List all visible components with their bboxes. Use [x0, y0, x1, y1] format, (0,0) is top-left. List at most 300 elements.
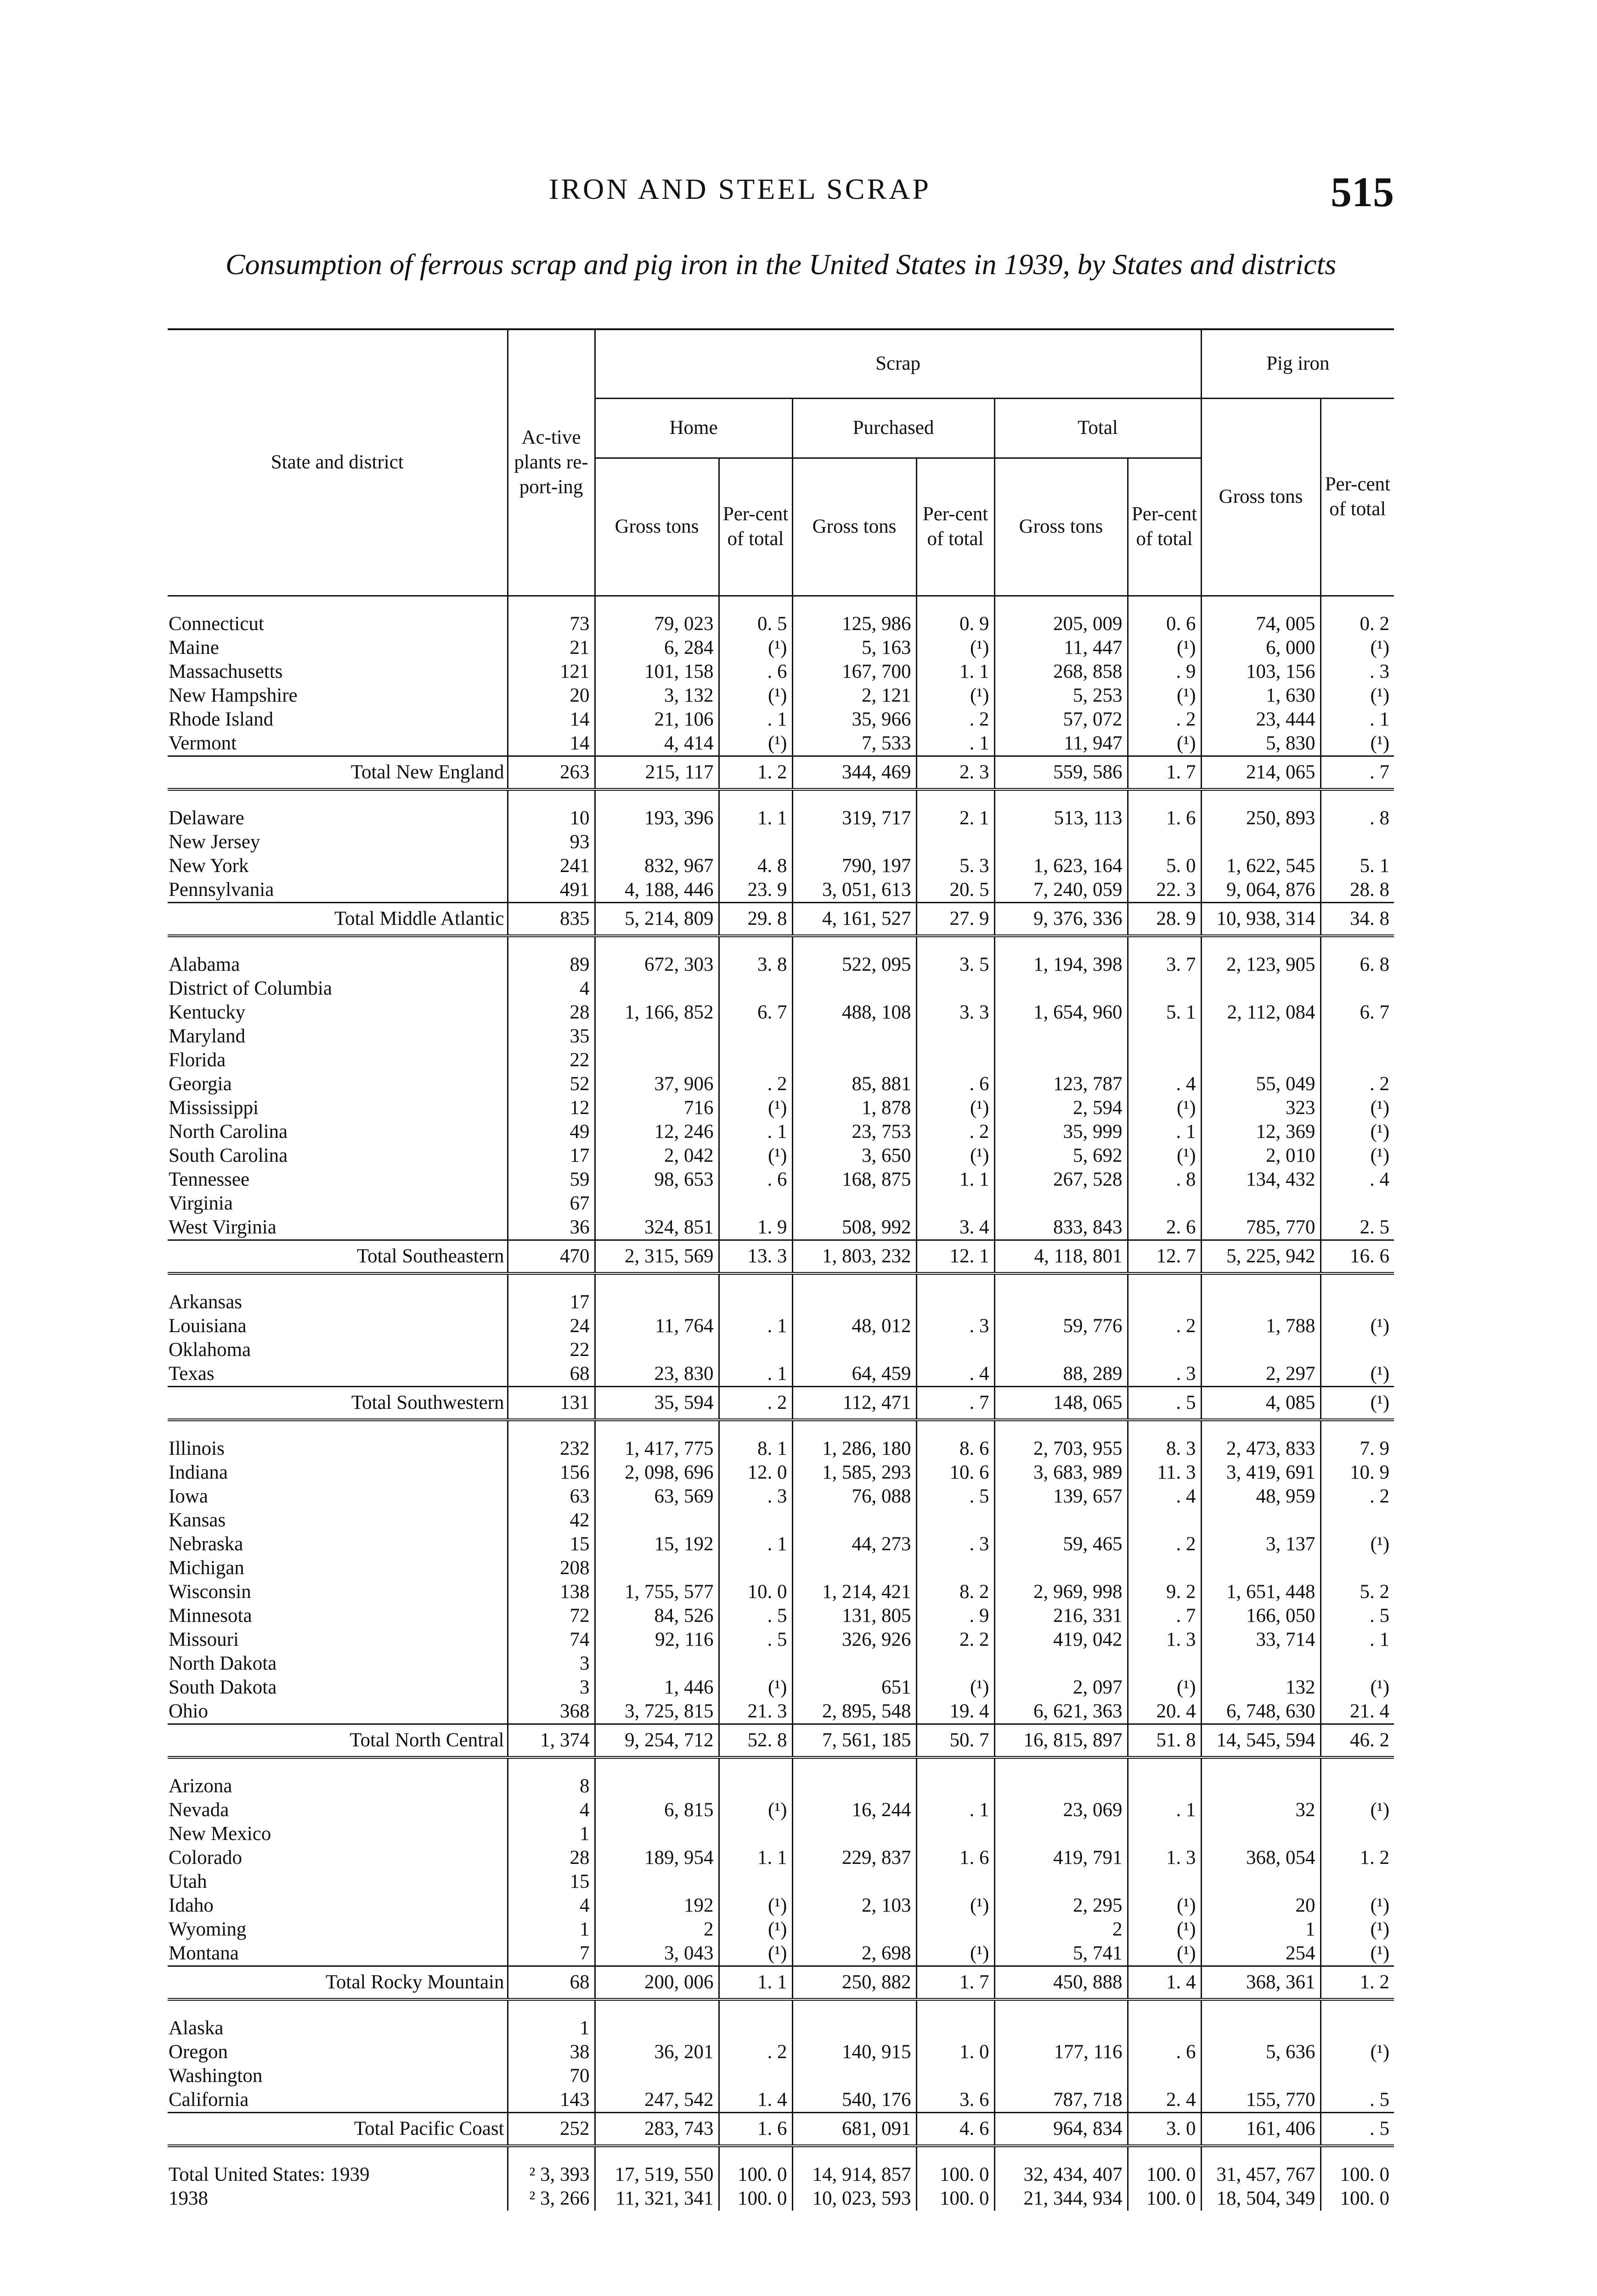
value-cell: 1. 6 [719, 2112, 792, 2146]
gross-cell: 522, 095 [792, 953, 916, 977]
value-cell: (¹) [1128, 1144, 1201, 1168]
value-cell: (¹) [719, 1144, 792, 1168]
value-cell [719, 1822, 792, 1846]
gross-cell: 11, 947 [994, 732, 1128, 756]
state-cell: 1938 [168, 2187, 508, 2211]
gross-cell: 5, 692 [994, 1144, 1128, 1168]
state-cell: New Hampshire [168, 684, 508, 708]
value-cell: 3. 8 [719, 953, 792, 977]
table-row [168, 1676, 1394, 1699]
gross-cell: 140, 915 [792, 2040, 916, 2064]
value-cell: 8. 3 [1128, 1437, 1201, 1461]
gross-cell: 2, 315, 569 [595, 1240, 719, 1273]
gross-cell: 6, 000 [1201, 636, 1320, 660]
value-cell: . 5 [1370, 2088, 1390, 2110]
gross-cell: 57, 072 [994, 708, 1128, 732]
value-cell: (¹) [916, 636, 994, 660]
value-cell [916, 2064, 994, 2088]
value-cell [916, 977, 994, 1001]
value-cell: 17 [508, 1144, 595, 1168]
value-cell: 1. 1 [916, 660, 994, 684]
gross-cell [994, 2016, 1128, 2040]
value-cell: 59 [508, 1168, 595, 1192]
gross-cell: 14, 914, 857 [792, 2163, 916, 2187]
gross-cell: 3, 051, 613 [792, 878, 916, 903]
table-row [168, 732, 1394, 756]
gross-cell: 716 [595, 1096, 719, 1120]
value-cell: . 2 [916, 1120, 994, 1144]
value-cell: 22 [508, 1048, 595, 1072]
gross-cell: 103, 156 [1201, 660, 1320, 684]
gross-cell: 92, 116 [595, 1628, 719, 1652]
value-cell: . 3 [1128, 1362, 1201, 1387]
value-cell: 1. 2 [1320, 1966, 1394, 1999]
table-row [168, 2163, 1394, 2187]
gross-cell: 16, 815, 897 [994, 1724, 1128, 1757]
gross-cell: 2, 123, 905 [1201, 953, 1320, 977]
value-cell: . 2 [719, 1072, 792, 1096]
value-cell: 10 [508, 806, 595, 830]
value-cell: 21. 3 [719, 1699, 792, 1724]
gross-cell: 205, 009 [994, 612, 1128, 636]
gross-cell: 4, 414 [595, 732, 719, 756]
gross-cell: 5, 253 [994, 684, 1128, 708]
value-cell [916, 1652, 994, 1676]
gross-cell: 2, 097 [994, 1676, 1128, 1699]
table-row [168, 636, 1394, 660]
table-row [168, 878, 1394, 903]
value-cell [1128, 1048, 1201, 1072]
col-pig-gross: Gross tons [1201, 398, 1320, 596]
value-cell [719, 1870, 792, 1894]
gross-cell: 1, 878 [792, 1096, 916, 1120]
gross-cell: 559, 586 [994, 756, 1128, 789]
value-cell: (¹) [916, 1894, 994, 1918]
gross-cell [595, 1192, 719, 1216]
gross-cell: 785, 770 [1201, 1216, 1320, 1240]
value-cell: (¹) [1370, 1144, 1390, 1166]
state-cell: West Virginia [168, 1216, 508, 1240]
gross-cell [595, 1048, 719, 1072]
table-row [168, 1822, 1394, 1846]
gross-cell: 1, 166, 852 [595, 1001, 719, 1024]
value-cell: 12. 7 [1128, 1240, 1201, 1273]
value-cell: 8. 1 [719, 1437, 792, 1461]
table-row [168, 1216, 1394, 1240]
gross-cell: 31, 457, 767 [1201, 2163, 1320, 2187]
state-cell: Louisiana [168, 1314, 508, 1338]
value-cell: 36 [508, 1216, 595, 1240]
value-cell: 28. 9 [1128, 902, 1201, 936]
gross-cell: 189, 954 [595, 1846, 719, 1870]
table-row [168, 1846, 1394, 1870]
value-cell: (¹) [916, 684, 994, 708]
value-cell: 3. 7 [1128, 953, 1201, 977]
table-row [168, 1532, 1394, 1556]
gross-cell: 101, 158 [595, 660, 719, 684]
group-gap [168, 596, 1394, 612]
table-row [168, 2088, 1394, 2113]
value-cell: 1. 6 [1128, 806, 1201, 830]
gross-cell: 112, 471 [792, 1386, 916, 1420]
gross-cell: 48, 012 [792, 1314, 916, 1338]
value-cell: (¹) [719, 1676, 792, 1699]
gross-cell: 1, 446 [595, 1676, 719, 1699]
value-cell [1320, 1652, 1394, 1676]
value-cell: 8 [508, 1774, 595, 1798]
value-cell: 5. 2 [1360, 1581, 1390, 1603]
value-cell: 470 [508, 1240, 595, 1273]
group-gap [168, 936, 1394, 953]
value-cell: 1. 3 [1128, 1628, 1201, 1652]
state-cell: Iowa [168, 1485, 508, 1508]
value-cell: (¹) [916, 1941, 994, 1966]
value-cell: ² 3, 266 [508, 2187, 595, 2211]
gross-cell: 20 [1201, 1894, 1320, 1918]
gross-cell [792, 1024, 916, 1048]
gross-cell: 3, 725, 815 [595, 1699, 719, 1724]
gross-cell: 35, 999 [994, 1120, 1128, 1144]
value-cell: (¹) [1370, 684, 1390, 706]
gross-cell: 5, 741 [994, 1941, 1128, 1966]
value-cell: 208 [508, 1556, 595, 1580]
value-cell [719, 977, 792, 1001]
gross-cell: 3, 043 [595, 1941, 719, 1966]
gross-cell: 268, 858 [994, 660, 1128, 684]
col-plants: Ac-tive plants re-port-ing [508, 329, 595, 596]
gross-cell: 5, 225, 942 [1201, 1240, 1320, 1273]
gross-cell: 488, 108 [792, 1001, 916, 1024]
gross-cell: 214, 065 [1201, 756, 1320, 789]
value-cell: 2. 3 [916, 756, 994, 789]
gross-cell: 168, 875 [792, 1168, 916, 1192]
gross-cell: 2, 121 [792, 684, 916, 708]
value-cell: 20 [508, 684, 595, 708]
total-row [168, 1724, 1394, 1757]
table-row [168, 1798, 1394, 1822]
gross-cell: 2 [595, 1918, 719, 1941]
state-cell: Arkansas [168, 1290, 508, 1314]
state-cell: Minnesota [168, 1604, 508, 1628]
value-cell: 93 [508, 830, 595, 854]
state-cell: Texas [168, 1362, 508, 1387]
value-cell: . 7 [916, 1386, 994, 1420]
value-cell: (¹) [1370, 1120, 1390, 1142]
gross-cell: 35, 594 [595, 1386, 719, 1420]
state-cell: Michigan [168, 1556, 508, 1580]
gross-cell: 16, 244 [792, 1798, 916, 1822]
value-cell: 8. 6 [916, 1437, 994, 1461]
value-cell [1128, 1024, 1201, 1048]
gross-cell: 215, 117 [595, 756, 719, 789]
gross-cell: 2, 010 [1201, 1144, 1320, 1168]
value-cell: 20. 5 [916, 878, 994, 903]
value-cell: 38 [508, 2040, 595, 2064]
gross-cell: 368, 054 [1201, 1846, 1320, 1870]
value-cell: 14 [508, 732, 595, 756]
state-cell: Total Middle Atlantic [168, 902, 508, 936]
value-cell: 2. 4 [1128, 2088, 1201, 2113]
state-cell: Maine [168, 636, 508, 660]
value-cell: 35 [508, 1024, 595, 1048]
value-cell: . 3 [719, 1485, 792, 1508]
gross-cell: 2, 295 [994, 1894, 1128, 1918]
value-cell [1320, 2016, 1394, 2040]
gross-cell: 134, 432 [1201, 1168, 1320, 1192]
value-cell [916, 1048, 994, 1072]
state-cell: Total North Central [168, 1724, 508, 1757]
gross-cell: 254 [1201, 1941, 1320, 1966]
value-cell: (¹) [1370, 1918, 1390, 1940]
table-row [168, 1628, 1394, 1652]
state-cell: Wisconsin [168, 1580, 508, 1604]
state-cell: Total Pacific Coast [168, 2112, 508, 2146]
value-cell [916, 2016, 994, 2040]
value-cell: 0. 6 [1128, 612, 1201, 636]
gross-cell [994, 1048, 1128, 1072]
value-cell: 5. 1 [1360, 855, 1390, 877]
table-caption: Consumption of ferrous scrap and pig iron in the United States in 1939, by States and districts [225, 248, 1337, 281]
value-cell: 232 [508, 1437, 595, 1461]
gross-cell: 1, 417, 775 [595, 1437, 719, 1461]
value-cell [719, 830, 792, 854]
state-cell: Total United States: 1939 [168, 2163, 508, 2187]
value-cell: . 7 [1128, 1604, 1201, 1628]
state-cell: District of Columbia [168, 977, 508, 1001]
gross-cell: 964, 834 [994, 2112, 1128, 2146]
value-cell: 6. 8 [1360, 953, 1390, 975]
value-cell: . 1 [719, 1362, 792, 1387]
gross-cell: 2, 473, 833 [1201, 1437, 1320, 1461]
state-cell: Nevada [168, 1798, 508, 1822]
value-cell [916, 1870, 994, 1894]
state-cell: Alabama [168, 953, 508, 977]
state-cell: New Jersey [168, 830, 508, 854]
value-cell: 3. 3 [916, 1001, 994, 1024]
value-cell: (¹) [1370, 1315, 1390, 1337]
value-cell [1128, 1290, 1201, 1314]
table-row [168, 684, 1394, 708]
value-cell: (¹) [719, 1096, 792, 1120]
table-row [168, 2064, 1394, 2088]
gross-cell: 98, 653 [595, 1168, 719, 1192]
gross-cell: 250, 882 [792, 1966, 916, 1999]
value-cell [1320, 1556, 1394, 1580]
gross-cell: 1, 214, 421 [792, 1580, 916, 1604]
value-cell [1320, 1024, 1394, 1048]
state-cell: Oklahoma [168, 1338, 508, 1362]
value-cell [1320, 977, 1394, 1001]
value-cell [1128, 1192, 1201, 1216]
col-pig-iron: Pig iron [1201, 329, 1394, 398]
value-cell: . 1 [1370, 1628, 1390, 1650]
gross-cell [1201, 1048, 1320, 1072]
value-cell: 12 [508, 1096, 595, 1120]
gross-cell: 3, 650 [792, 1144, 916, 1168]
gross-cell: 2, 098, 696 [595, 1461, 719, 1485]
group-gap [168, 1757, 1394, 1774]
value-cell [719, 1652, 792, 1676]
value-cell: . 8 [1370, 807, 1390, 829]
table-row [168, 708, 1394, 732]
gross-cell [595, 1338, 719, 1362]
value-cell: . 1 [719, 1314, 792, 1338]
value-cell: 15 [508, 1532, 595, 1556]
gross-cell: 32 [1201, 1798, 1320, 1822]
value-cell [1320, 1508, 1394, 1532]
gross-cell: 2, 703, 955 [994, 1437, 1128, 1461]
value-cell: 5. 0 [1128, 854, 1201, 878]
value-cell: 7 [508, 1941, 595, 1966]
value-cell: 368 [508, 1699, 595, 1724]
gross-cell: 35, 966 [792, 708, 916, 732]
gross-cell: 324, 851 [595, 1216, 719, 1240]
gross-cell: 7, 533 [792, 732, 916, 756]
gross-cell [792, 1508, 916, 1532]
value-cell: . 5 [1320, 2112, 1394, 2146]
value-cell: 1, 374 [508, 1724, 595, 1757]
state-cell: Vermont [168, 732, 508, 756]
value-cell: 9. 2 [1128, 1580, 1201, 1604]
state-cell: Total Southwestern [168, 1386, 508, 1420]
gross-cell: 790, 197 [792, 854, 916, 878]
state-cell: Total Rocky Mountain [168, 1966, 508, 1999]
gross-cell: 10, 938, 314 [1201, 902, 1320, 936]
value-cell [1128, 1556, 1201, 1580]
gross-cell: 5, 214, 809 [595, 902, 719, 936]
gross-cell: 48, 959 [1201, 1485, 1320, 1508]
value-cell: 5. 3 [916, 854, 994, 878]
table-row [168, 1290, 1394, 1314]
gross-cell: 6, 621, 363 [994, 1699, 1128, 1724]
value-cell [719, 2016, 792, 2040]
value-cell: . 3 [1370, 660, 1390, 682]
gross-cell: 177, 116 [994, 2040, 1128, 2064]
value-cell: 4 [508, 1798, 595, 1822]
value-cell: ² 3, 393 [508, 2163, 595, 2187]
value-cell: . 1 [719, 1532, 792, 1556]
state-cell: Utah [168, 1870, 508, 1894]
value-cell: 27. 9 [916, 902, 994, 936]
gross-cell: 319, 717 [792, 806, 916, 830]
value-cell [1128, 2016, 1201, 2040]
state-cell: Illinois [168, 1437, 508, 1461]
gross-cell [1201, 1652, 1320, 1676]
value-cell: 1. 2 [1360, 1846, 1390, 1868]
value-cell: 1. 4 [719, 2088, 792, 2113]
gross-cell: 1, 194, 398 [994, 953, 1128, 977]
col-home-gross: Gross tons [595, 458, 719, 596]
value-cell [719, 1556, 792, 1580]
state-cell: Alaska [168, 2016, 508, 2040]
table-row [168, 1604, 1394, 1628]
value-cell: 0. 5 [719, 612, 792, 636]
value-cell [916, 1024, 994, 1048]
gross-cell: 6, 815 [595, 1798, 719, 1822]
gross-cell: 15, 192 [595, 1532, 719, 1556]
value-cell: 1. 2 [719, 756, 792, 789]
value-cell: 21. 4 [1350, 1700, 1390, 1722]
group-gap [168, 789, 1394, 806]
value-cell: 12. 0 [719, 1461, 792, 1485]
gross-cell: 681, 091 [792, 2112, 916, 2146]
gross-cell: 11, 764 [595, 1314, 719, 1338]
gross-cell [994, 1822, 1128, 1846]
state-cell: Delaware [168, 806, 508, 830]
value-cell: 12. 1 [916, 1240, 994, 1273]
value-cell [1320, 1290, 1394, 1314]
value-cell: 131 [508, 1386, 595, 1420]
value-cell: 835 [508, 902, 595, 936]
gross-cell [595, 1024, 719, 1048]
col-state: State and district [168, 329, 508, 596]
value-cell [1128, 1822, 1201, 1846]
running-head: IRON AND STEEL SCRAP [549, 173, 931, 205]
value-cell: 1. 9 [719, 1216, 792, 1240]
gross-cell: 833, 843 [994, 1216, 1128, 1240]
col-pig-pct: Per-cent of total [1320, 398, 1394, 596]
gross-cell: 787, 718 [994, 2088, 1128, 2113]
table-row [168, 854, 1394, 878]
col-purchased: Purchased [792, 398, 994, 458]
gross-cell: 200, 006 [595, 1966, 719, 1999]
value-cell: 29. 8 [719, 902, 792, 936]
value-cell: 74 [508, 1628, 595, 1652]
value-cell: 28 [508, 1846, 595, 1870]
value-cell: 100. 0 [916, 2163, 994, 2187]
value-cell [1128, 977, 1201, 1001]
gross-cell: 5, 830 [1201, 732, 1320, 756]
value-cell: 8. 2 [916, 1580, 994, 1604]
value-cell: 2. 6 [1128, 1216, 1201, 1240]
col-scrap: Scrap [595, 329, 1201, 398]
table-row [168, 977, 1394, 1001]
gross-cell [792, 977, 916, 1001]
value-cell: 13. 3 [719, 1240, 792, 1273]
col-home: Home [595, 398, 792, 458]
table-row [168, 1362, 1394, 1387]
value-cell [719, 1774, 792, 1798]
state-cell: Arizona [168, 1774, 508, 1798]
value-cell: 73 [508, 612, 595, 636]
value-cell: . 2 [1128, 708, 1201, 732]
value-cell: (¹) [1370, 636, 1390, 658]
gross-cell [1201, 977, 1320, 1001]
gross-cell: 2, 594 [994, 1096, 1128, 1120]
state-cell: North Dakota [168, 1652, 508, 1676]
value-cell [916, 1918, 994, 1941]
state-cell: Total New England [168, 756, 508, 789]
gross-cell [595, 1290, 719, 1314]
gross-cell: 2, 297 [1201, 1362, 1320, 1387]
gross-cell: 64, 459 [792, 1362, 916, 1387]
gross-cell: 1, 755, 577 [595, 1580, 719, 1604]
state-cell: South Carolina [168, 1144, 508, 1168]
value-cell: 1. 1 [719, 1846, 792, 1870]
gross-cell [595, 1870, 719, 1894]
value-cell: (¹) [719, 1894, 792, 1918]
gross-cell [595, 2016, 719, 2040]
table-row [168, 1580, 1394, 1604]
page-header [168, 168, 1394, 218]
value-cell: (¹) [719, 732, 792, 756]
value-cell: 4. 6 [916, 2112, 994, 2146]
value-cell: (¹) [1320, 1386, 1394, 1420]
state-cell: Nebraska [168, 1532, 508, 1556]
table-row [168, 953, 1394, 977]
gross-cell: 88, 289 [994, 1362, 1128, 1387]
gross-cell: 344, 469 [792, 756, 916, 789]
